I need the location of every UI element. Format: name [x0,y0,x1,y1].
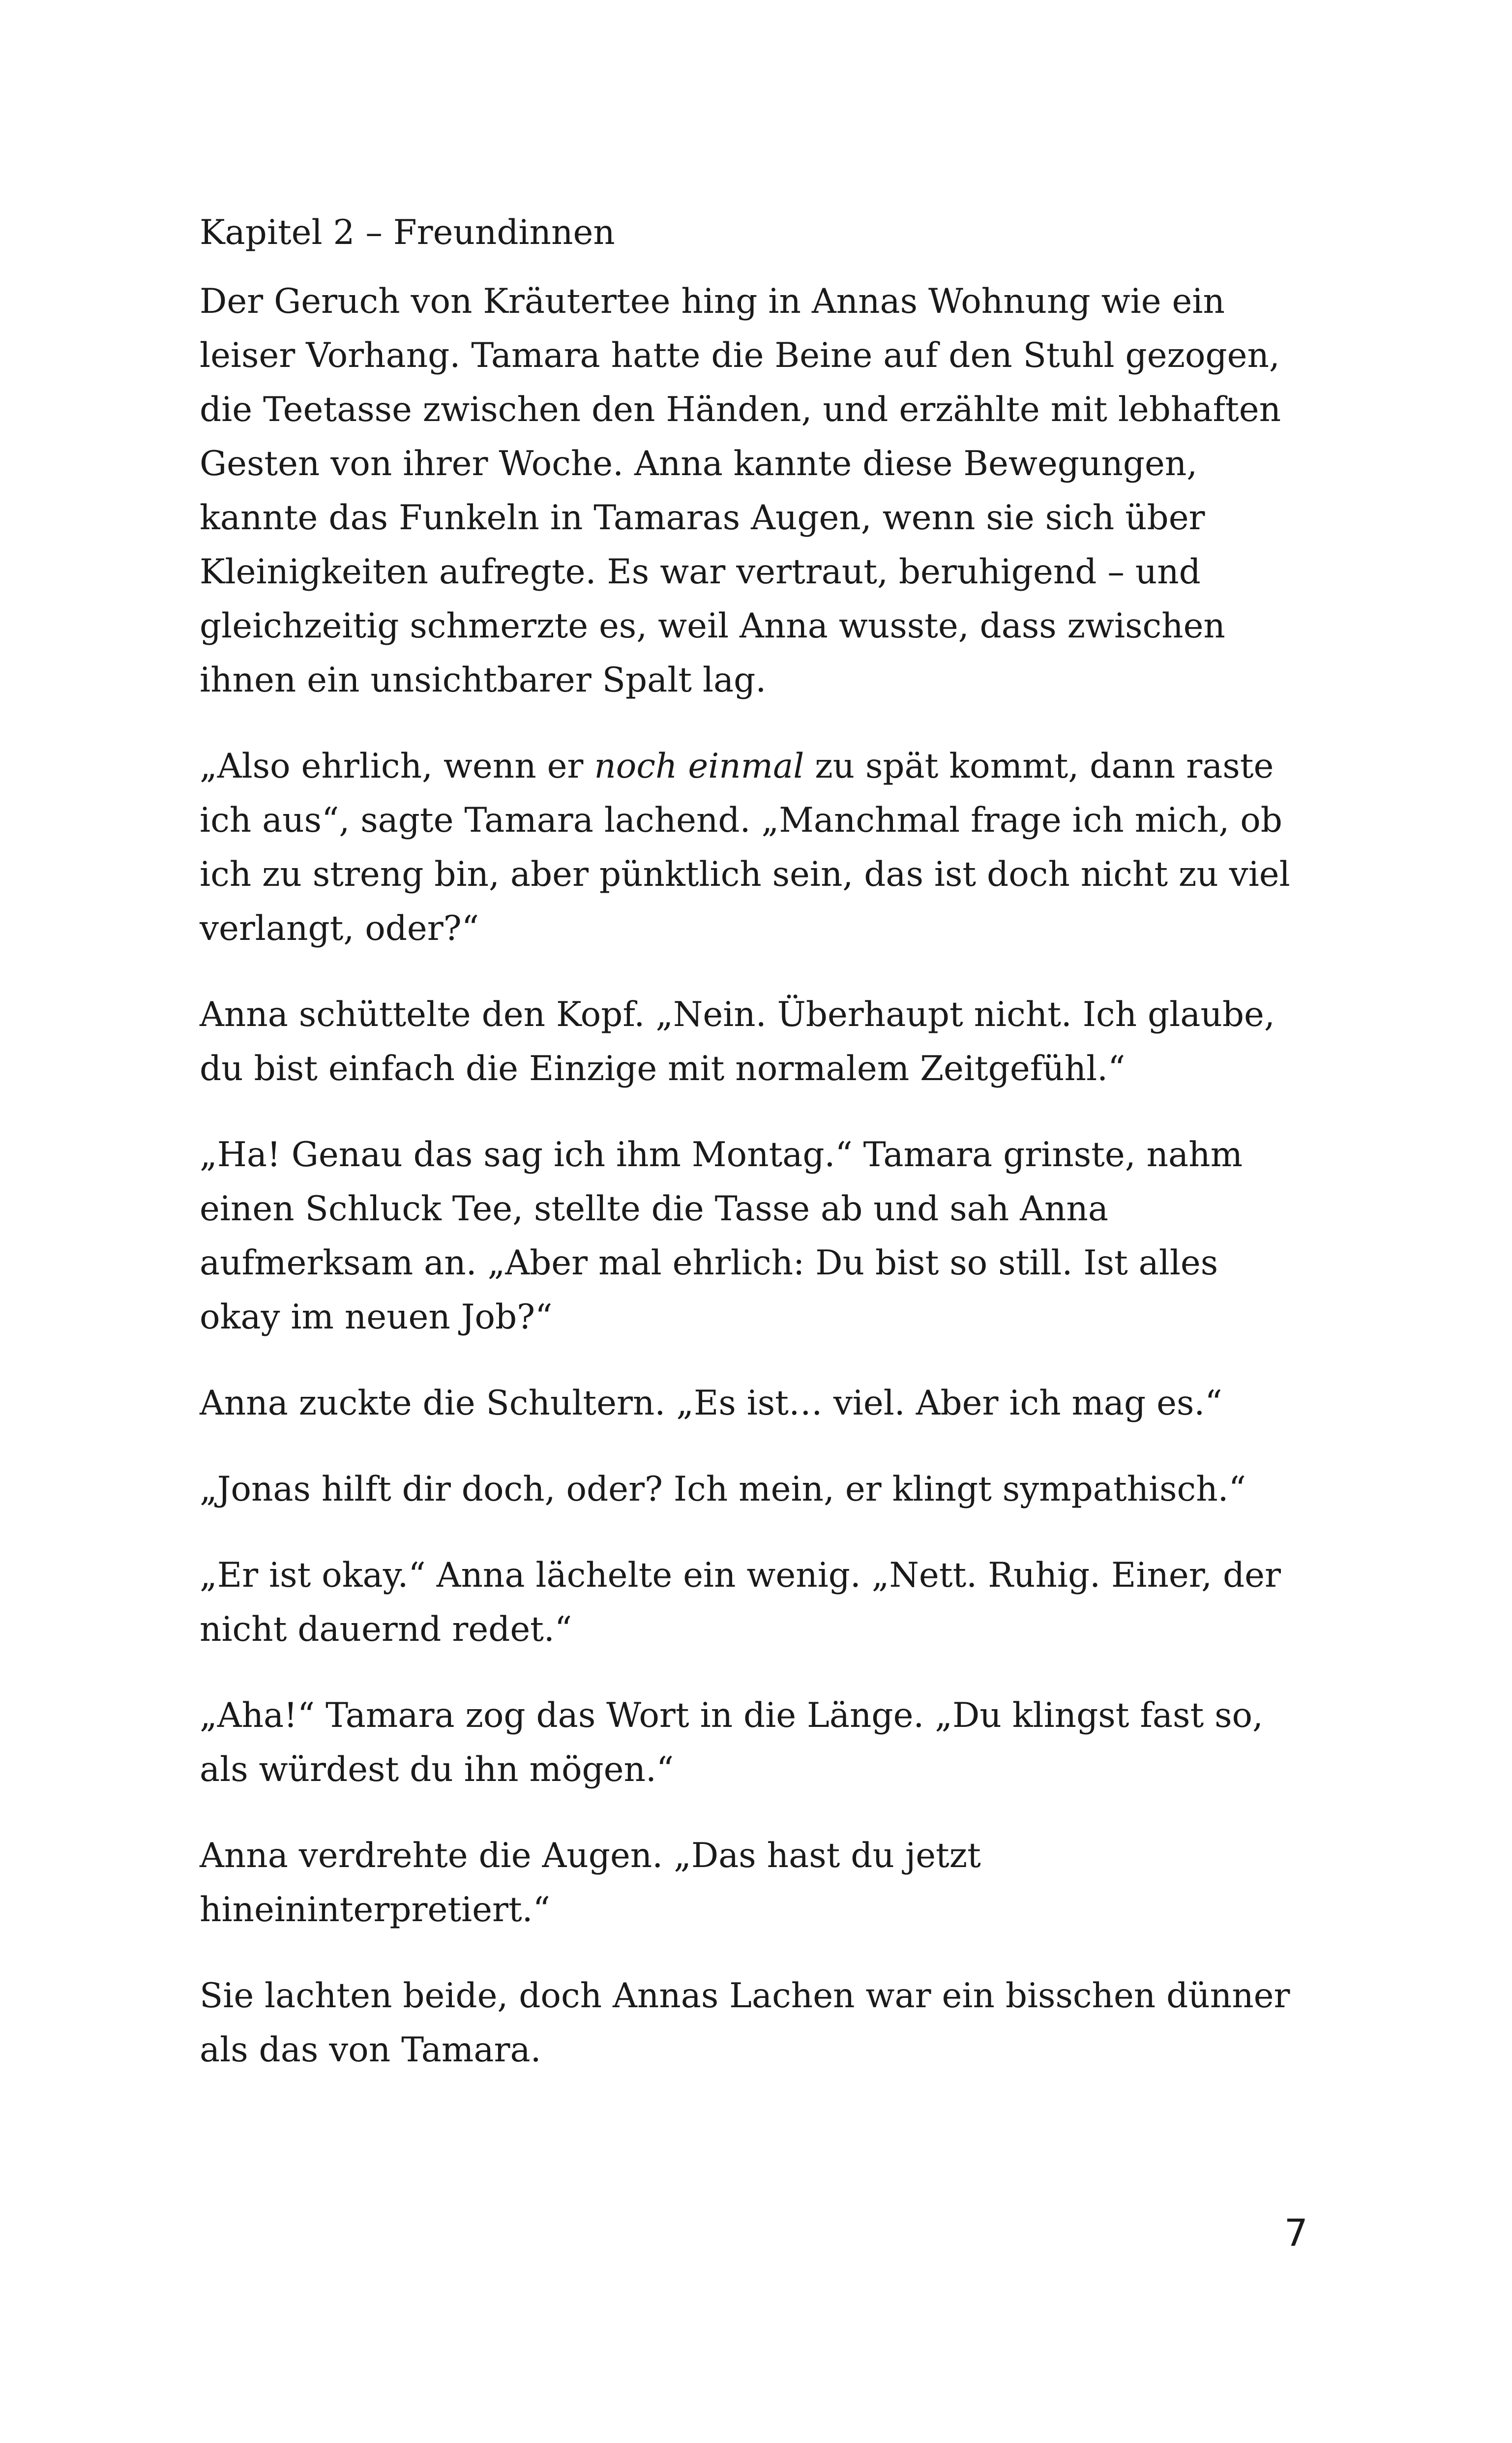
paragraph-2-part-before: „Also ehrlich, wenn er [200,747,594,786]
paragraph-9: Anna verdrehte die Augen. „Das hast du jetzt hineininterpretiert.“ [200,1836,981,1930]
page-body [200,206,1306,2109]
page-number: 7 [1284,2211,1308,2255]
paragraph-2-part-after: zu spät kommt, dann raste ich aus“, sagte Tamara lachend. „Manchmal frage ich mich, ob ich zu streng bin, aber pünktlich sein, das ist doch nicht zu viel verlangt, oder?“ [200,747,1290,948]
paragraph-6: „Jonas hilft dir doch, oder? Ich mein, er klingt sympathisch.“ [200,1470,1246,1509]
paragraph-4: „Ha! Genau das sag ich ihm Montag.“ Tamara grinste, nahm einen Schluck Tee, stellte die Tasse ab und sah Anna aufmerksam an. „Aber mal ehrlich: Du bist so still. Ist alles okay im neuen Job?“ [200,1135,1243,1337]
paragraph-3: Anna schüttelte den Kopf. „Nein. Überhaupt nicht. Ich glaube, du bist einfach die Einzige mit normalem Zeitgefühl.“ [200,995,1275,1088]
paragraph-8: „Aha!“ Tamara zog das Wort in die Länge. „Du klingst fast so, als würdest du ihn mögen.“ [200,1696,1263,1789]
chapter-heading: Kapitel 2 – Freundinnen [200,213,615,252]
paragraph-7: „Er ist okay.“ Anna lächelte ein wenig. „Nett. Ruhig. Einer, der nicht dauernd redet.“ [200,1556,1281,1649]
paragraph-1: Der Geruch von Kräutertee hing in Annas Wohnung wie ein leiser Vorhang. Tamara hatte die Beine auf den Stuhl gezogen, die Teetasse zwischen den Händen, und erzählte mit lebhaften Gesten von ihrer Woche. Anna kannte diese Bewegungen, kannte das Funkeln in Tamaras Augen, wenn sie sich über Kleinigkeiten aufregte. Es war vertraut, beruhigend – und gleichzeitig schmerzte es, weil Anna wusste, dass zwischen ihnen ein unsichtbarer Spalt lag. [200,282,1281,700]
paragraph-10: Sie lachten beide, doch Annas Lachen war ein bisschen dünner als das von Tamara. [200,1976,1290,2070]
paragraph-2 [200,739,1306,956]
paragraph-5: Anna zuckte die Schultern. „Es ist… viel. Aber ich mag es.“ [200,1384,1222,1423]
paragraph-2-italic: noch einmal [594,747,804,786]
